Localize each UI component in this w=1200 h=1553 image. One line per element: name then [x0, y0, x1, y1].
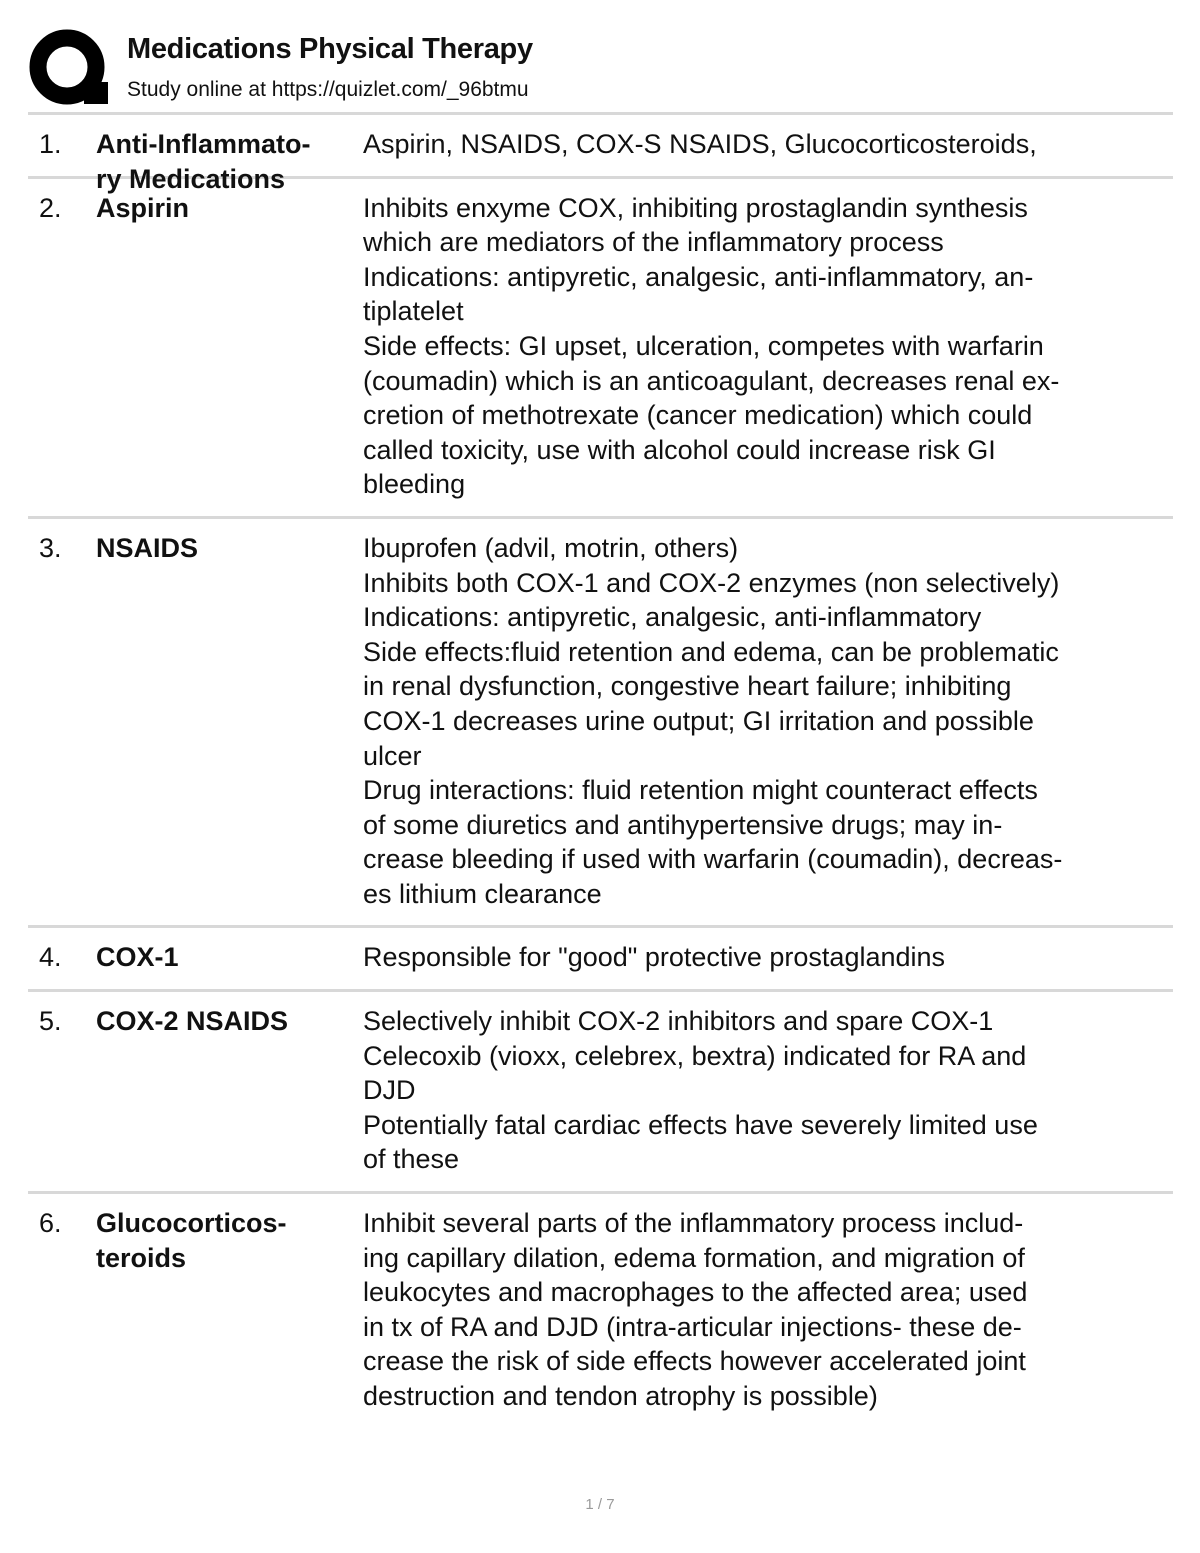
quizlet-logo-icon [28, 28, 110, 110]
flashcard-row [28, 992, 1173, 1194]
card-definition: Responsible for "good" protective prostaglandins [363, 942, 946, 973]
flashcard-row [28, 928, 1173, 992]
page-number: 1 / 7 [585, 1496, 615, 1513]
card-definition: Inhibits enxyme COX, inhibiting prostaglandin synthesis which are mediators of the inflammatory process Indications: antipyretic, analgesic, anti-inflammatory, an- tiplatelet Side effects: GI upset, ulceration, competes with warfarin (coumadin) which is an anticoagulant, decreases renal ex- cretion of methotrexate (cancer medication) which could called toxicity, use with alcohol could increase risk GI bleeding [363, 192, 1060, 500]
card-definition: Ibuprofen (advil, motrin, others) Inhibits both COX-1 and COX-2 enzymes (non selectively) Indications: antipyretic, analgesic, anti-inflammatory Side effects:fluid retention and edema, can be problematic in renal dysfunction, congestive heart failure; inhibiting COX-1 decreases urine output; GI irritation and possible ulcer Drug interactions: fluid retention might counteract effects of some diuretics and antihypertensive drugs; may in- crease bleeding if used with warfarin (coumadin), decreas- es lithium clearance [363, 532, 1063, 909]
card-definition: Selectively inhibit COX-2 inhibitors and spare COX-1 Celecoxib (vioxx, celebrex, bextra) indicated for RA and DJD Potentially fatal cardiac effects have severely limited use of these [363, 1006, 1038, 1175]
flashcard-row [28, 1194, 1173, 1428]
card-number: 1. [39, 129, 62, 159]
card-definition: Aspirin, NSAIDS, COX-S NSAIDS, Glucocorticosteroids, [363, 129, 1037, 159]
flashcard-list [28, 115, 1173, 1428]
flashcard-row [28, 115, 1173, 194]
card-number: 3. [39, 532, 62, 563]
card-term: Anti-Inflammato- ry Medications [96, 129, 311, 194]
card-term: COX-1 [96, 942, 179, 973]
card-term: Glucocorticos- teroids [96, 1208, 287, 1273]
card-definition: Inhibit several parts of the inflammatory process includ- ing capillary dilation, edema formation, and migration of leukocytes and macrophages to the affected area; used in tx of RA and DJD (intra-articular injections- these de- crease the risk of side effects however accelerated joint destruction and tendon atrophy is possible) [363, 1208, 1028, 1411]
card-number: 5. [39, 1006, 62, 1037]
card-term: COX-2 NSAIDS [96, 1006, 289, 1037]
study-online-link[interactable]: Study online at https://quizlet.com/_96btmu [127, 78, 529, 101]
card-number: 6. [39, 1208, 62, 1239]
document-title: Medications Physical Therapy [127, 33, 533, 65]
card-term: NSAIDS [96, 532, 199, 563]
card-number: 4. [39, 942, 62, 973]
flashcard-row [28, 179, 1173, 519]
card-number: 2. [39, 192, 62, 223]
flashcard-row [28, 519, 1173, 929]
card-term: Aspirin [96, 192, 190, 223]
